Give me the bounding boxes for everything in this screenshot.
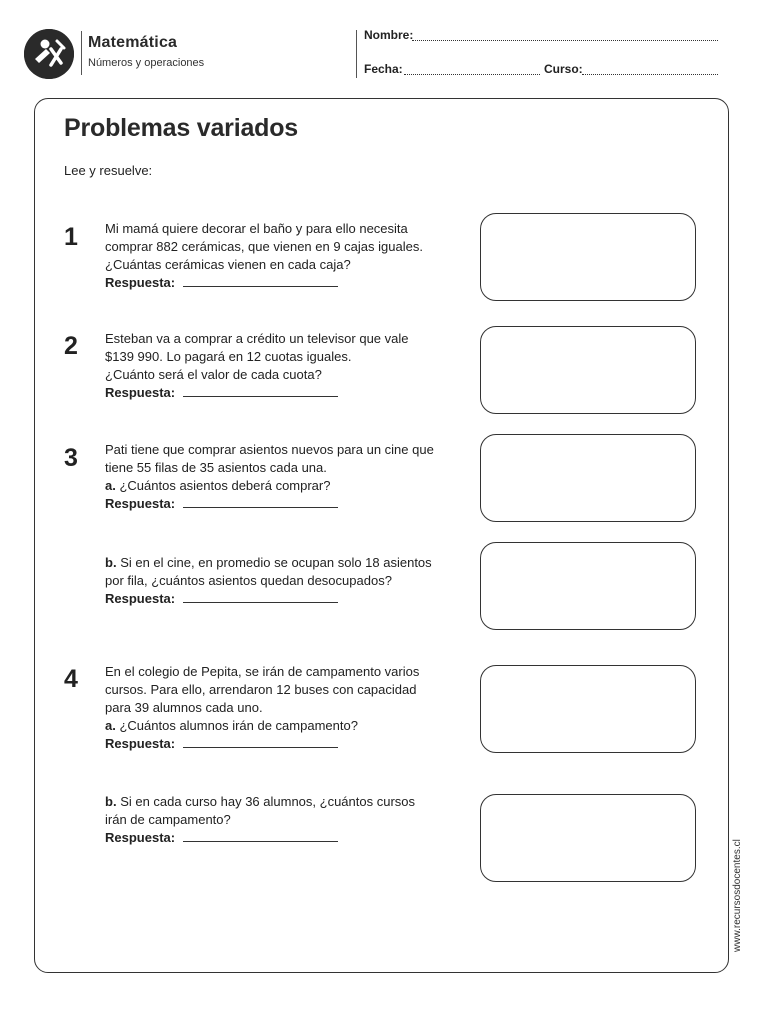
answer-box[interactable] xyxy=(480,665,696,753)
part-b-question: Si en cada curso hay 36 alumnos, ¿cuántos cursos xyxy=(120,794,416,809)
problem-text xyxy=(105,663,470,753)
name-label: Nombre: xyxy=(364,28,414,42)
problem-line: Pati tiene que comprar asientos nuevos para un cine que xyxy=(105,442,434,457)
part-b-question: por fila, ¿cuántos asientos quedan desocupados? xyxy=(105,573,392,588)
problem-text xyxy=(105,793,470,847)
answer-box[interactable] xyxy=(480,326,696,414)
response-label: Respuesta: xyxy=(105,736,176,751)
page-title: Problemas variados xyxy=(64,114,299,142)
problem-line: $139 990. Lo pagará en 12 cuotas iguales. xyxy=(105,349,352,364)
problem-number: 2 xyxy=(64,332,78,360)
response-line[interactable] xyxy=(183,384,338,397)
website-credit: www.recursosdocentes.cl xyxy=(732,839,743,952)
part-b-marker: b. xyxy=(105,794,117,809)
course-field[interactable] xyxy=(582,74,718,75)
problem-line: Esteban va a comprar a crédito un televisor que vale xyxy=(105,331,409,346)
problem-text xyxy=(105,441,470,513)
instruction: Lee y resuelve: xyxy=(64,163,153,178)
header-divider xyxy=(81,31,82,75)
part-a-question: ¿Cuántos asientos deberá comprar? xyxy=(119,478,331,493)
problem-text xyxy=(105,554,470,608)
answer-box[interactable] xyxy=(480,794,696,882)
response-label: Respuesta: xyxy=(105,830,176,845)
problem-line: para 39 alumnos cada uno. xyxy=(105,700,263,715)
form-divider xyxy=(356,30,357,78)
answer-box[interactable] xyxy=(480,542,696,630)
subject-topic: Números y operaciones xyxy=(88,57,205,69)
part-b-marker: b. xyxy=(105,555,117,570)
pencil-compass-logo-icon xyxy=(24,29,74,79)
problem-number: 4 xyxy=(64,665,78,693)
problem-number: 1 xyxy=(64,223,78,251)
part-b-question: Si en el cine, en promedio se ocupan solo 18 asientos xyxy=(120,555,432,570)
response-line[interactable] xyxy=(183,590,338,603)
problem-line: comprar 882 cerámicas, que vienen en 9 cajas iguales. xyxy=(105,239,423,254)
problem-text xyxy=(105,330,470,402)
answer-box[interactable] xyxy=(480,213,696,301)
problem-line: ¿Cuántas cerámicas vienen en cada caja? xyxy=(105,257,351,272)
subject-title: Matemática xyxy=(88,34,178,51)
date-field[interactable] xyxy=(404,74,540,75)
response-label: Respuesta: xyxy=(105,591,176,606)
problem-line: Mi mamá quiere decorar el baño y para ello necesita xyxy=(105,221,408,236)
part-a-question: ¿Cuántos alumnos irán de campamento? xyxy=(119,718,358,733)
name-field[interactable] xyxy=(412,40,718,41)
part-b-question: irán de campamento? xyxy=(105,812,231,827)
problem-line: ¿Cuánto será el valor de cada cuota? xyxy=(105,367,322,382)
problem-number: 3 xyxy=(64,444,78,472)
problem-line: tiene 55 filas de 35 asientos cada una. xyxy=(105,460,327,475)
response-line[interactable] xyxy=(183,829,338,842)
part-a-marker: a. xyxy=(105,718,116,733)
problem-line: En el colegio de Pepita, se irán de campamento varios xyxy=(105,664,420,679)
course-label: Curso: xyxy=(544,62,583,76)
response-label: Respuesta: xyxy=(105,275,176,290)
response-label: Respuesta: xyxy=(105,385,176,400)
answer-box[interactable] xyxy=(480,434,696,522)
part-a-marker: a. xyxy=(105,478,116,493)
response-line[interactable] xyxy=(183,274,338,287)
problem-text xyxy=(105,220,470,292)
date-label: Fecha: xyxy=(364,62,403,76)
response-label: Respuesta: xyxy=(105,496,176,511)
response-line[interactable] xyxy=(183,495,338,508)
problem-line: cursos. Para ello, arrendaron 12 buses con capacidad xyxy=(105,682,417,697)
response-line[interactable] xyxy=(183,735,338,748)
